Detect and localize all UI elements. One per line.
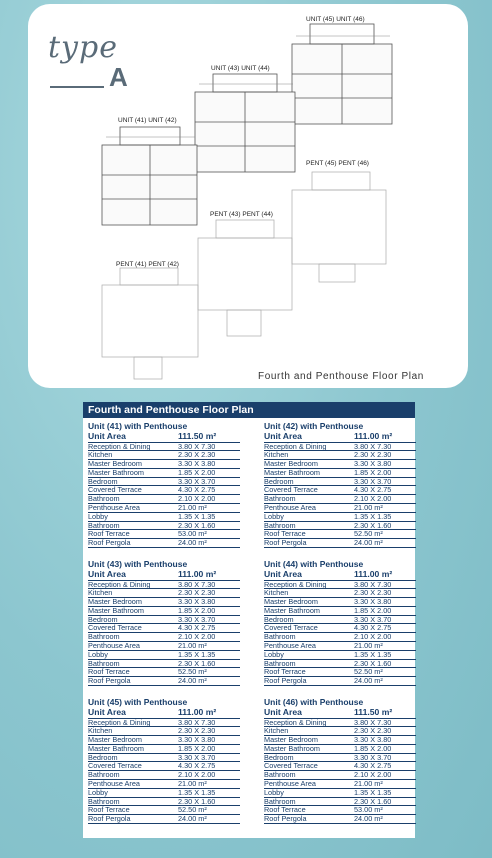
room-size: 2.30 X 2.30 <box>178 451 216 460</box>
room-size: 111.00 m² <box>354 432 393 441</box>
table-row <box>88 633 240 642</box>
room-size: 53.00 m² <box>178 530 207 539</box>
table-row <box>88 727 240 736</box>
table-row <box>264 745 416 754</box>
table-row <box>88 616 240 625</box>
table-row <box>88 815 240 824</box>
table-row <box>264 495 416 504</box>
table-row <box>88 624 240 633</box>
room-size: 1.85 X 2.00 <box>178 468 216 477</box>
room-size: 3.80 X 7.30 <box>178 718 216 727</box>
unit-title: Unit (41) with Penthouse <box>88 421 188 431</box>
room-name: Covered Terrace <box>264 762 318 771</box>
table-row <box>88 762 240 771</box>
room-name: Master Bedroom <box>88 736 142 745</box>
room-size: 1.35 X 1.35 <box>178 788 216 797</box>
room-name: Penthouse Area <box>88 642 140 651</box>
room-size: 1.35 X 1.35 <box>354 788 392 797</box>
table-row <box>88 451 240 460</box>
room-name: Lobby <box>264 788 284 797</box>
room-size: 2.30 X 2.30 <box>178 589 216 598</box>
room-name: Bathroom <box>264 797 296 806</box>
unit-title: Unit (42) with Penthouse <box>264 421 364 431</box>
room-size: 1.85 X 2.00 <box>178 606 216 615</box>
area-schedule <box>83 402 415 838</box>
table-row <box>264 815 416 824</box>
room-name: Covered Terrace <box>88 486 142 495</box>
room-name: Unit Area <box>88 708 126 717</box>
room-size: 1.35 X 1.35 <box>178 650 216 659</box>
room-size: 4.30 X 2.75 <box>178 762 216 771</box>
unit-block <box>264 697 416 824</box>
table-row <box>264 607 416 616</box>
room-size: 2.30 X 2.30 <box>178 727 216 736</box>
room-size: 3.30 X 3.70 <box>354 477 392 486</box>
room-size: 4.30 X 2.75 <box>178 624 216 633</box>
room-size: 3.30 X 3.80 <box>354 460 392 469</box>
table-row <box>264 443 416 452</box>
room-name: Unit Area <box>88 432 126 441</box>
table-row <box>88 798 240 807</box>
room-name: Bathroom <box>264 495 296 504</box>
room-size: 3.80 X 7.30 <box>178 580 216 589</box>
room-size: 3.30 X 3.70 <box>178 615 216 624</box>
room-name: Roof Pergola <box>264 815 307 824</box>
table-row <box>264 469 416 478</box>
room-size: 1.85 X 2.00 <box>354 744 392 753</box>
room-size: 21.00 m² <box>178 504 207 513</box>
room-size: 2.30 X 1.60 <box>354 521 392 530</box>
room-size: 24.00 m² <box>178 815 207 824</box>
label-pent-41-42: PENT (41) PENT (42) <box>116 261 179 268</box>
table-row <box>264 806 416 815</box>
room-name: Master Bedroom <box>264 460 318 469</box>
room-size: 3.30 X 3.80 <box>354 598 392 607</box>
table-row <box>88 745 240 754</box>
room-size: 24.00 m² <box>354 815 383 824</box>
room-name: Reception & Dining <box>264 442 327 451</box>
table-row <box>88 495 240 504</box>
table-row <box>88 522 240 531</box>
room-name: Bedroom <box>88 477 118 486</box>
table-row <box>264 589 416 598</box>
room-size: 2.30 X 1.60 <box>178 521 216 530</box>
room-size: 52.50 m² <box>178 668 207 677</box>
room-size: 4.30 X 2.75 <box>354 624 392 633</box>
room-name: Reception & Dining <box>88 580 151 589</box>
room-name: Reception & Dining <box>264 580 327 589</box>
room-name: Bathroom <box>88 659 120 668</box>
room-name: Reception & Dining <box>88 442 151 451</box>
table-row <box>88 719 240 728</box>
room-name: Bedroom <box>88 753 118 762</box>
floor-plan-drawing <box>0 0 492 400</box>
table-row <box>88 789 240 798</box>
table-row <box>264 633 416 642</box>
table-row <box>264 616 416 625</box>
plan-pent-41-42 <box>102 285 198 357</box>
room-size: 111.00 m² <box>178 708 217 717</box>
room-size: 4.30 X 2.75 <box>354 762 392 771</box>
room-size: 2.10 X 2.00 <box>354 495 392 504</box>
room-size: 3.30 X 3.80 <box>354 736 392 745</box>
room-name: Bedroom <box>264 753 294 762</box>
room-name: Lobby <box>88 650 108 659</box>
table-row <box>88 771 240 780</box>
room-size: 24.00 m² <box>354 677 383 686</box>
table-row <box>264 460 416 469</box>
room-name: Kitchen <box>264 589 289 598</box>
room-size: 3.30 X 3.70 <box>354 753 392 762</box>
room-size: 1.35 X 1.35 <box>354 650 392 659</box>
room-name: Roof Terrace <box>264 530 306 539</box>
table-row <box>88 530 240 539</box>
table-row <box>88 607 240 616</box>
room-name: Master Bathroom <box>88 606 144 615</box>
room-name: Master Bedroom <box>88 460 142 469</box>
table-row <box>264 642 416 651</box>
unit-block <box>264 559 416 686</box>
room-name: Kitchen <box>88 451 113 460</box>
room-size: 21.00 m² <box>178 642 207 651</box>
table-row <box>88 708 240 719</box>
table-row <box>264 513 416 522</box>
table-row <box>264 771 416 780</box>
table-row <box>88 754 240 763</box>
table-row <box>88 513 240 522</box>
room-name: Penthouse Area <box>264 642 316 651</box>
room-size: 2.30 X 1.60 <box>354 659 392 668</box>
room-name: Master Bathroom <box>264 468 320 477</box>
room-name: Bedroom <box>88 615 118 624</box>
room-size: 21.00 m² <box>178 780 207 789</box>
table-row <box>88 642 240 651</box>
table-row <box>88 539 240 548</box>
label-pent-45-46: PENT (45) PENT (46) <box>306 160 369 167</box>
room-name: Bathroom <box>264 633 296 642</box>
table-row <box>88 660 240 669</box>
room-size: 111.00 m² <box>178 570 217 579</box>
plan-unit-41-42 <box>102 145 197 225</box>
room-name: Bedroom <box>264 477 294 486</box>
room-name: Roof Pergola <box>88 677 131 686</box>
room-name: Master Bathroom <box>264 606 320 615</box>
table-row <box>264 708 416 719</box>
room-size: 2.30 X 1.60 <box>178 659 216 668</box>
room-name: Reception & Dining <box>88 718 151 727</box>
table-row <box>88 598 240 607</box>
room-size: 2.10 X 2.00 <box>354 771 392 780</box>
table-row <box>264 478 416 487</box>
room-name: Bathroom <box>264 771 296 780</box>
room-size: 3.30 X 3.70 <box>178 753 216 762</box>
table-row <box>88 736 240 745</box>
table-row <box>264 451 416 460</box>
table-row <box>88 570 240 581</box>
room-name: Roof Pergola <box>264 539 307 548</box>
room-size: 2.30 X 2.30 <box>354 589 392 598</box>
room-size: 3.80 X 7.30 <box>178 442 216 451</box>
plan-caption: Fourth and Penthouse Floor Plan <box>258 371 424 382</box>
room-name: Roof Terrace <box>88 668 130 677</box>
room-name: Master Bathroom <box>88 468 144 477</box>
type-heading: type <box>48 30 118 65</box>
room-name: Roof Pergola <box>264 677 307 686</box>
room-name: Unit Area <box>264 432 302 441</box>
room-name: Kitchen <box>88 727 113 736</box>
room-name: Bathroom <box>88 771 120 780</box>
room-size: 1.85 X 2.00 <box>178 744 216 753</box>
room-size: 111.00 m² <box>354 570 393 579</box>
room-name: Unit Area <box>264 708 302 717</box>
table-row <box>264 660 416 669</box>
room-size: 3.30 X 3.80 <box>178 598 216 607</box>
room-size: 21.00 m² <box>354 780 383 789</box>
room-size: 52.50 m² <box>354 668 383 677</box>
room-name: Roof Terrace <box>264 668 306 677</box>
table-row <box>264 727 416 736</box>
room-name: Unit Area <box>88 570 126 579</box>
table-row <box>264 668 416 677</box>
room-name: Covered Terrace <box>88 762 142 771</box>
room-size: 2.30 X 2.30 <box>354 451 392 460</box>
room-size: 1.85 X 2.00 <box>354 468 392 477</box>
unit-title: Unit (43) with Penthouse <box>88 559 188 569</box>
room-size: 53.00 m² <box>354 806 383 815</box>
room-name: Master Bathroom <box>264 744 320 753</box>
table-row <box>264 522 416 531</box>
room-name: Reception & Dining <box>264 718 327 727</box>
room-name: Lobby <box>264 650 284 659</box>
table-row <box>88 780 240 789</box>
room-name: Roof Pergola <box>88 539 131 548</box>
table-row <box>264 598 416 607</box>
table-row <box>88 460 240 469</box>
room-name: Roof Terrace <box>88 530 130 539</box>
room-name: Master Bathroom <box>88 744 144 753</box>
unit-title: Unit (46) with Penthouse <box>264 697 364 707</box>
room-size: 3.30 X 3.80 <box>178 736 216 745</box>
label-units-41-42: UNIT (41) UNIT (42) <box>118 117 177 124</box>
room-name: Bathroom <box>264 521 296 530</box>
room-size: 21.00 m² <box>354 504 383 513</box>
room-size: 2.30 X 1.60 <box>178 797 216 806</box>
label-units-45-46: UNIT (45) UNIT (46) <box>306 16 365 23</box>
table-row <box>88 478 240 487</box>
room-name: Kitchen <box>88 589 113 598</box>
room-name: Bathroom <box>88 633 120 642</box>
plan-pent-43-44 <box>198 238 292 310</box>
room-size: 52.50 m² <box>354 530 383 539</box>
room-size: 24.00 m² <box>178 677 207 686</box>
room-name: Master Bedroom <box>264 736 318 745</box>
table-row <box>264 570 416 581</box>
room-size: 3.30 X 3.80 <box>178 460 216 469</box>
room-name: Kitchen <box>264 451 289 460</box>
table-row <box>88 668 240 677</box>
table-row <box>264 486 416 495</box>
room-size: 3.30 X 3.70 <box>354 615 392 624</box>
room-name: Roof Terrace <box>88 806 130 815</box>
room-name: Covered Terrace <box>264 624 318 633</box>
room-size: 2.10 X 2.00 <box>178 633 216 642</box>
room-size: 24.00 m² <box>178 539 207 548</box>
table-row <box>88 589 240 598</box>
room-name: Bathroom <box>88 521 120 530</box>
room-name: Roof Pergola <box>88 815 131 824</box>
unit-block <box>88 559 240 686</box>
table-row <box>88 443 240 452</box>
room-name: Covered Terrace <box>88 624 142 633</box>
room-name: Lobby <box>264 512 284 521</box>
table-row <box>264 432 416 443</box>
table-row <box>88 504 240 513</box>
table-row <box>264 504 416 513</box>
table-row <box>264 736 416 745</box>
room-name: Master Bedroom <box>88 598 142 607</box>
table-row <box>264 798 416 807</box>
room-name: Roof Terrace <box>264 806 306 815</box>
room-size: 2.10 X 2.00 <box>178 771 216 780</box>
room-name: Penthouse Area <box>88 780 140 789</box>
room-size: 2.10 X 2.00 <box>354 633 392 642</box>
room-name: Bathroom <box>88 797 120 806</box>
table-row <box>264 789 416 798</box>
room-name: Penthouse Area <box>264 504 316 513</box>
room-size: 3.30 X 3.70 <box>178 477 216 486</box>
unit-title: Unit (44) with Penthouse <box>264 559 364 569</box>
unit-block <box>88 421 240 548</box>
table-row <box>264 754 416 763</box>
room-name: Unit Area <box>264 570 302 579</box>
type-letter: A <box>109 62 128 92</box>
table-row <box>88 432 240 443</box>
room-size: 1.85 X 2.00 <box>354 606 392 615</box>
label-pent-43-44: PENT (43) PENT (44) <box>210 211 273 218</box>
table-row <box>88 677 240 686</box>
room-name: Bathroom <box>88 495 120 504</box>
unit-block <box>264 421 416 548</box>
room-size: 3.80 X 7.30 <box>354 442 392 451</box>
room-size: 52.50 m² <box>178 806 207 815</box>
room-name: Lobby <box>88 512 108 521</box>
table-row <box>264 651 416 660</box>
table-row <box>264 539 416 548</box>
room-size: 4.30 X 2.75 <box>354 486 392 495</box>
room-size: 111.50 m² <box>354 708 393 717</box>
unit-block <box>88 697 240 824</box>
room-size: 3.80 X 7.30 <box>354 580 392 589</box>
table-row <box>88 469 240 478</box>
table-row <box>264 581 416 590</box>
schedule-title: Fourth and Penthouse Floor Plan <box>83 402 415 418</box>
table-row <box>88 581 240 590</box>
plan-pent-45-46 <box>292 190 386 264</box>
room-size: 24.00 m² <box>354 539 383 548</box>
table-row <box>264 624 416 633</box>
room-size: 2.30 X 1.60 <box>354 797 392 806</box>
room-name: Penthouse Area <box>88 504 140 513</box>
table-row <box>264 719 416 728</box>
room-size: 3.80 X 7.30 <box>354 718 392 727</box>
room-size: 2.30 X 2.30 <box>354 727 392 736</box>
room-name: Bedroom <box>264 615 294 624</box>
room-size: 1.35 X 1.35 <box>178 512 216 521</box>
room-size: 1.35 X 1.35 <box>354 512 392 521</box>
room-name: Lobby <box>88 788 108 797</box>
room-size: 2.10 X 2.00 <box>178 495 216 504</box>
table-row <box>88 486 240 495</box>
room-size: 21.00 m² <box>354 642 383 651</box>
table-row <box>264 780 416 789</box>
room-name: Master Bedroom <box>264 598 318 607</box>
table-row <box>88 806 240 815</box>
room-name: Covered Terrace <box>264 486 318 495</box>
table-row <box>264 762 416 771</box>
table-row <box>264 677 416 686</box>
room-size: 111.50 m² <box>178 432 217 441</box>
room-name: Bathroom <box>264 659 296 668</box>
unit-title: Unit (45) with Penthouse <box>88 697 188 707</box>
room-name: Kitchen <box>264 727 289 736</box>
room-size: 4.30 X 2.75 <box>178 486 216 495</box>
label-units-43-44: UNIT (43) UNIT (44) <box>211 65 270 72</box>
table-row <box>88 651 240 660</box>
table-row <box>264 530 416 539</box>
room-name: Penthouse Area <box>264 780 316 789</box>
